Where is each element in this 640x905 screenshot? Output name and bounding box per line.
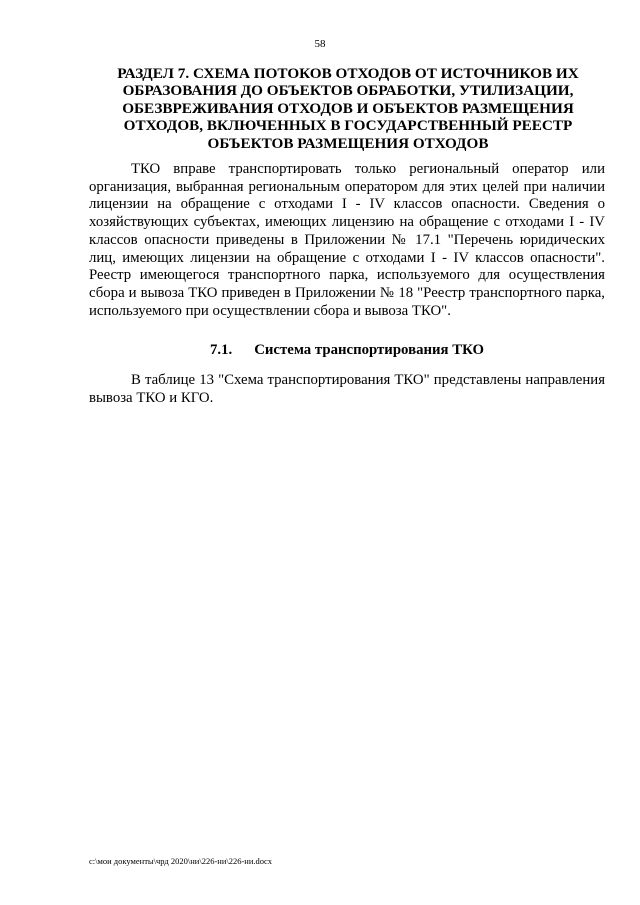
section-intro-paragraph: ТКО вправе транспортировать только региональный оператор или организация, выбранная региональным оператором для этих целей при наличии лицензии на обращение с отходами I - IV классов опасности. Сведения о хозяйствующих субъектах, имеющих лицензию на обращение с отходами I - IV классов опасности приведены в Приложении № 17.1 "Перечень юридических лиц, имеющих лицензии на обращение с отходами I - IV классов опасности". Реестр имеющегося транспортного парка, используемого для осуществления сбора и вывоза ТКО приведен в Приложении № 18 "Реестр транспортного парка, используемого при осуществлении сбора и вывоза ТКО". — [89, 161, 605, 319]
subsection-number: 7.1. — [210, 342, 233, 358]
section-title-line: ОБЪЕКТОВ РАЗМЕЩЕНИЯ ОТХОДОВ — [207, 134, 489, 152]
footer-file-path: c:\мои документы\чрд 2020\ни\226-ни\226-ни.docx — [89, 856, 273, 866]
subsection-heading — [0, 341, 640, 359]
section-title-line: РАЗДЕЛ 7. СХЕМА ПОТОКОВ ОТХОДОВ ОТ ИСТОЧНИКОВ ИХ — [117, 65, 579, 82]
subsection-paragraph: В таблице 13 "Схема транспортирования ТКО" представлены направления вывоза ТКО и КГО. — [89, 372, 605, 406]
subsection-title: Система транспортирования ТКО — [254, 342, 484, 358]
section-title — [108, 65, 588, 152]
section-title-line: ОБЕЗВРЕЖИВАНИЯ ОТХОДОВ И ОБЪЕКТОВ РАЗМЕЩЕНИЯ — [122, 99, 574, 117]
section-title-line: ОБРАЗОВАНИЯ ДО ОБЪЕКТОВ ОБРАБОТКИ, УТИЛИЗАЦИИ, — [122, 82, 574, 100]
page-number: 58 — [314, 38, 326, 50]
section-title-line: ОТХОДОВ, ВКЛЮЧЕННЫХ В ГОСУДАРСТВЕННЫЙ РЕЕСТР — [123, 117, 573, 135]
